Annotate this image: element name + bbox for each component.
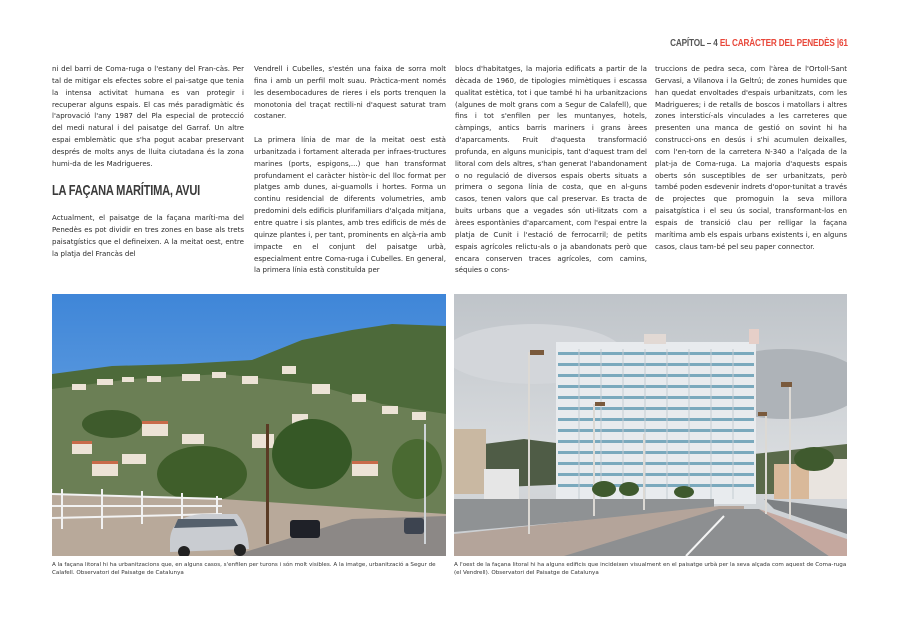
running-header: [670, 37, 848, 49]
text-column-1: [52, 63, 244, 260]
figure-caption: A la façana litoral hi ha urbanitzacions que, en alguns casos, s'enfilen per turons i són molt visibles. A la imatge, urbanització a Segur de Calafell. Observatori del Paisatge de Catalunya: [52, 562, 436, 577]
chapter-title: EL CARÀCTER DEL PENEDÈS: [720, 37, 835, 49]
page-number: 61: [839, 37, 848, 49]
photo-coma-ruga-building: [454, 294, 847, 556]
header-separator: |: [837, 37, 840, 49]
paragraph: blocs d'habitatges, la majoria edificats a partir de la dècada de 1960, de tipologies mimètiques i escassa qualitat estètica, tot i que també hi ha urbanitzacions (algunes de molt grans com a Segur de Calafell), que fins i tot s'enfilen per les muntanyes, hotels, càmpings, antics barris mariners i grans àrees d'aparcaments. Fruit d'aquesta transformació profunda, en alguns municipis, tant d'aquest tram del litoral com dels altres, s'han generat l'abandonament o no regulació de diversos espais oberts situats a primera o segona línia de costa, que en al-guns casos, tenen valors que cal preservar. Es tracta de buits urbans que a vegades són uti-litzats com a àrees espontànies d'aparcament, com l'espai entre la platja de Cunit i l'estació de ferrocarril; de petits espais agrícoles relictu-als o ja abandonats però que encara conserven traces agrícoles, com camins, séquies o cons-: [455, 64, 647, 275]
paragraph: Vendrell i Cubelles, s'estén una faixa de sorra molt fina i amb un perfil molt suau. Pràctica-ment només les desembocadures de rieres i els ports trenquen la monotonia del traçat rectili-ni d'aquest saturat tram costaner.: [254, 64, 446, 121]
text-column-3: [455, 63, 647, 276]
paragraph: Actualment, el paisatge de la façana maríti-ma del Penedès es pot dividir en tres zones en base als trets paisatgístics que el defineixen. A la meitat oest, entre la platja del Francàs del: [52, 213, 244, 258]
paragraph: truccions de pedra seca, com l'àrea de l'Ortoll-Sant Gervasi, a Vilanova i la Geltrú; de zones humides que han quedat envoltades d'espais urbanitzats, com les Madrigueres; i de retalls de boscos i matollars i altres zones intersticí-als vinculades a les carreteres que presenten una manca de gestió on sovint hi ha construcci-ons en desús i s'hi acumulen deixalles, com l'en-torn de la carretera N-340 a l'alçada de la plat-ja de Coma-ruga. La majoria d'aquests espais oberts són susceptibles de ser urbanitzats, però també poden esdevenir indrets d'opor-tunitat a través de projectes que promoguin la seva millora paisatgística i el seu ús social, transformant-los en espais de transició clau per relligar la façana marítima amb els espais urbans existents i, en alguns casos, claus tam-bé pel seu paper connector.: [655, 64, 847, 251]
paragraph: ni del barri de Coma-ruga o l'estany del Fran-càs. Per tal de mitigar els efectes sobre el pai-satge que tenia la intensa activitat humana es van protegir i recuperar alguns espais. El cas més paradigmàtic és l'aprovació l'any 1987 del Pla especial de protecció del medi natural i del paisatge del Garraf. Un altre espai emblemàtic que s'ha pogut acabar preservant després de molts anys de lluita ciutadana és la zona humi-da de les Madrigueres.: [52, 64, 244, 168]
text-column-2: [254, 63, 446, 276]
section-heading: LA FAÇANA MARÍTIMA, AVUI: [52, 181, 201, 199]
text-column-4: [655, 63, 847, 253]
photo-segur-de-calafell: [52, 294, 446, 556]
figure-caption: A l'oest de la façana litoral hi ha alguns edificis que incideixen visualment en el paisatge urbà per la seva alçada com aquest de Coma-ruga (el Vendrell). Observatori del Paisatge de Catalunya: [454, 562, 847, 577]
chapter-label: CAPÍTOL – 4: [670, 37, 718, 49]
paragraph: La primera línia de mar de la meitat oest està urbanitzada i fortament alterada per infraes-tructures marines (ports, espigons,...) que han transformat profundament el caràcter històr-ic del lloc format per platges amb dunes, ai-guamolls i hortes. Forma un continu residencial de diferents volumetries, amb predomini dels edificis plurifamiliars d'alçada mitjana, entre quatre i sis plantes, amb tres edificis de més de quinze plantes i, per tant, prominents en alçà-ria amb impacte en el conjunt del paisatge urbà, especialment entre Coma-ruga i Cubelles. En general, la primera línia està constituïda per: [254, 135, 446, 275]
